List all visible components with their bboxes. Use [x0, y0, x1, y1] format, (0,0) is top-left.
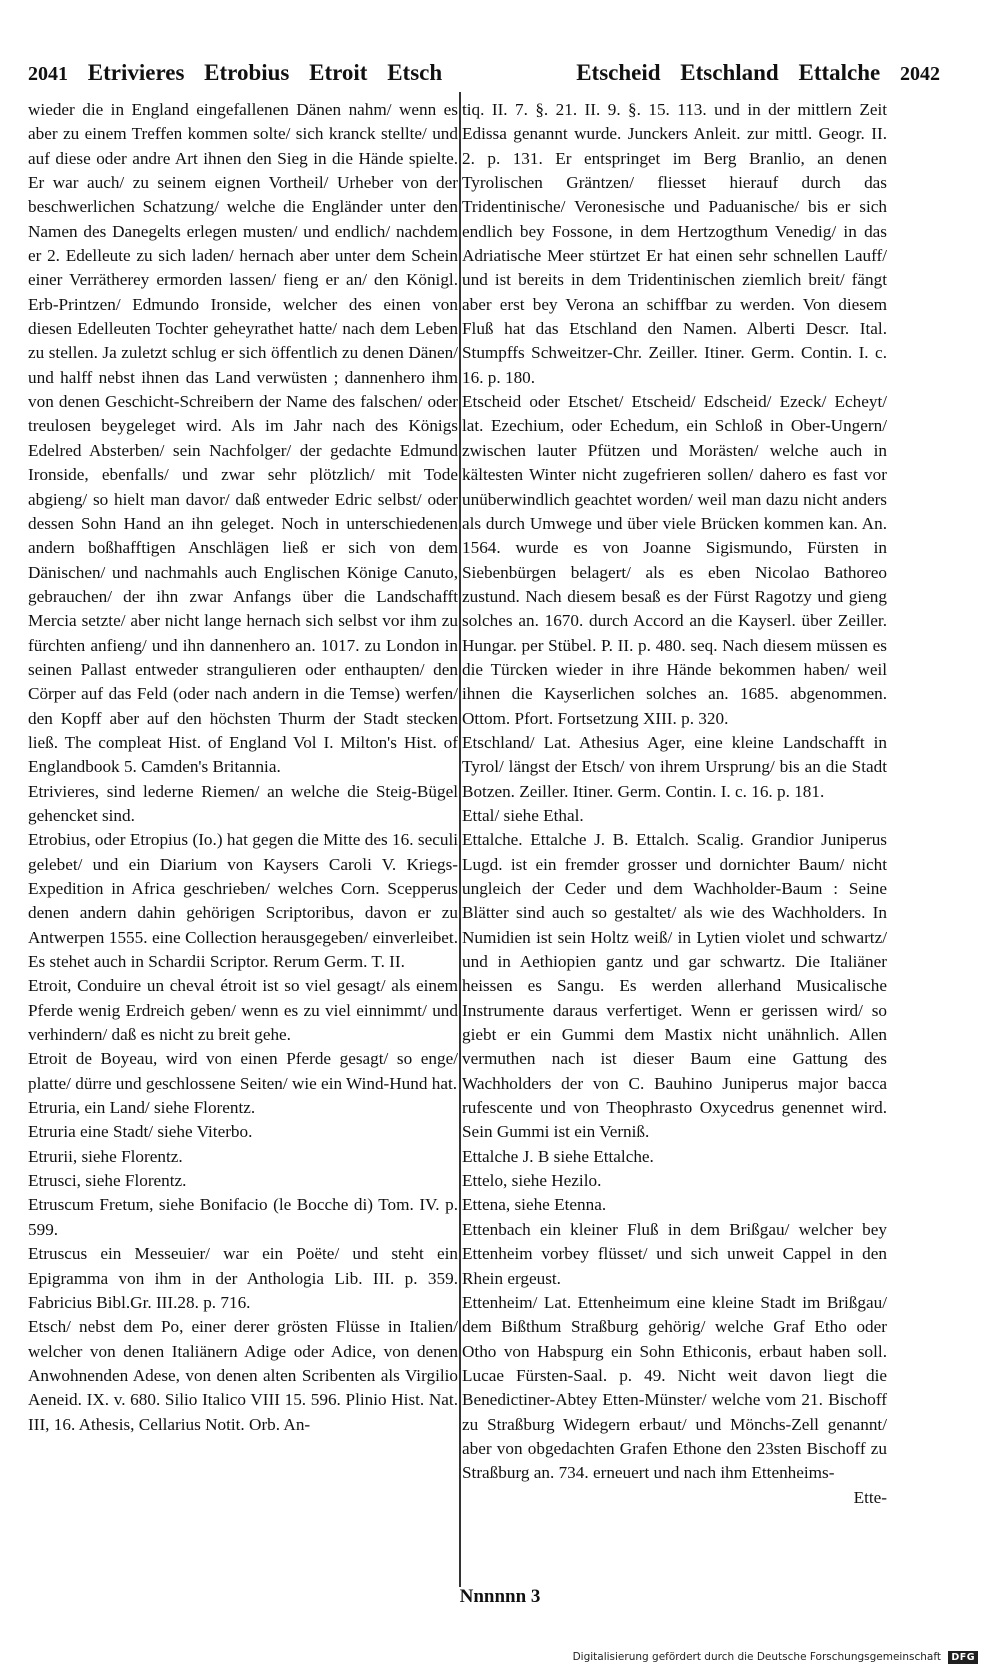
entry-paragraph: Etruscus ein Messeuier/ war ein Poëte/ und steht ein Epigramma von ihm in der Anthologia Lib. III. p. 359. Fabricius Bibl.Gr. III.28. p. 716.: [28, 1244, 458, 1312]
entry-paragraph: Ettenheim/ Lat. Ettenheimum eine kleine Stadt im Brißgau/ dem Bißthum Straßburg gehörig/ welche Graf Etho oder Otho von Habspurg ein Sohn Ethiconis, erbaut haben soll. Lucae Fürsten-Saal. p. 49. Nicht weit davon liegt die Benedictiner-Abtey Etten-Münster/ welche vom 21. Bischoff zu Straßburg Widegern erbaut/ und Mönchs-Zell genannt/ aber von obgedachten Grafen Ethone den 23sten Bischoff zu Straßburg an. 734. erneuert und nach ihm Ettenheims-: [462, 1292, 887, 1483]
header-keyword: Etroit: [309, 60, 368, 85]
entry-paragraph: Etschland/ Lat. Athesius Ager, eine kleine Landschafft in Tyrol/ längst der Etsch/ von ihrem Ursprung/ bis an die Stadt Botzen. Zeiller. Itiner. Germ. Contin. I. c. 16. p. 181.: [462, 732, 887, 801]
entry-paragraph: Etruria eine Stadt/ siehe Viterbo.: [28, 1122, 253, 1142]
entry-paragraph: Etruscum Fretum, siehe Bonifacio (le Bocche di) Tom. IV. p. 599.: [28, 1195, 458, 1239]
entry-paragraph: wieder die in England eingefallenen Dänen nahm/ wenn es aber zu einem Treffen kommen solte/ sich kranck stellte/ und auf diese oder andre Art ihnen den Sieg in die Hände spielte. Er war auch/ zu seinem eignen Vortheil/ Urheber von der beschwerlichen Schatzung/ welche die Engländer unter den Namen des Danegelts erlegen musten/ und endlich/ nachdem er 2. Edelleute zu sich laden/ hernach aber unter dem Schein einer Verrätherey ermorden lassen/ fieng er an/ den Königl. Erb-Printzen/ Edmundo Ironside, welcher des einen von diesen Edelleuten Tochter geheyrathet hatte/ nach dem Leben zu stellen. Ja zuletzt schlug er sich öffentlich zu denen Dänen/ und halff nebst ihnen das Land verwüsten ; dannenhero ihm von denen Geschicht-Schreibern der Name des falschen/ oder treulosen beygeleget wird. Als im Jahr nach des Königs Edelred Absterben/ sein Nachfolger/ der gedachte Edmund Ironside, ebenfalls/ und zwar sehr plötzlich/ mit Tode abgieng/ so hielt man davor/ daß entweder Edric selbst/ oder dessen Sohn Hand an ihn geleget. Noch in unterschiedenen andern boßhafftigen Anschlägen ließ er sich von dem Dänischen/ und nachmahls auch Englischen Könige Canuto, gebrauchen/ der ihn zwar Anfangs über die Landschafft Mercia setzte/ aber nicht lange hernach sich selbst vor ihm zu fürchten anfieng/ und ihn dannenhero an. 1017. zu London in seinen Pallast entweder strangulieren oder enthaupten/ den Cörper auf das Feld (oder nach andern in die Temse) werfen/ den Kopff aber auf den höchsten Thurm der Stadt stecken ließ. The compleat Hist. of England Vol I. Milton's Hist. of Englandbook 5. Camden's Britannia.: [28, 100, 458, 777]
entry-paragraph: Ettalche J. B siehe Ettalche.: [462, 1146, 654, 1166]
entry-paragraph: Ettelo, siehe Hezilo.: [462, 1171, 602, 1191]
signature-mark: Nnnnnn 3: [459, 1586, 541, 1607]
entry-paragraph: Etrivieres, sind lederne Riemen/ an welche die Steig-Bügel gehencket sind.: [28, 781, 458, 825]
right-page-number: 2042: [900, 63, 940, 85]
left-page-number: 2041: [28, 63, 68, 85]
entry-paragraph: Etruria, ein Land/ siehe Florentz.: [28, 1098, 256, 1118]
entry-paragraph: Ettal/ siehe Ethal.: [462, 805, 584, 825]
entry-paragraph: tiq. II. 7. §. 21. II. 9. §. 15. 113. und in der mittlern Zeit Edissa genannt wurde. Junckers Anleit. zur mittl. Geogr. II. 2. p. 131. Er entspringet im Berg Branlio, an denen Tyrolischen Gräntzen/ fliesset hierauf durch das Tridentinische/ Veronesische und Paduanische/ bis er sich endlich bey Fossone, in dem Hertzogthum Venedig/ in das Adriatische Meer stürtzet Er hat einen sehr schnellen Lauff/ und ist bereits in dem Tridentinischen ziemlich breit/ fängt aber erst bey Verona an schiffbar zu werden. Von diesem Fluß hat das Etschland den Namen. Alberti Descr. Ital. Stumpffs Schweitzer-Chr. Zeiller. Itiner. Germ. Contin. I. c. 16. p. 180.: [462, 100, 887, 387]
entry-paragraph: Ettena, siehe Etenna.: [462, 1195, 607, 1215]
entry-paragraph: Ettalche. Ettalche J. B. Ettalch. Scalig. Grandior Juniperus Lugd. ist ein fremder grosser und dornichter Baum/ nicht ungleich der Ceder und dem Wachholder-Baum : Seine Blätter sind auch so gestaltet/ als wie des Wachholders. In Numidien ist sein Holtz weiß/ in Lytien violet und schwartz/ und in Aethiopien gantz und gar schwartz. Die Italiäner heissen es Sangu. Es werden allerhand Musicalische Instrumente daraus verfertiget. Wenn er gerissen wird/ so giebt er ein Gummi dem Mastix nicht unähnlich. Allen vermuthen nach ist dieser Baum eine Gattung des Wachholders der von C. Bauhino Juniperus major bacca rufescente und von Theophrasto Oxycedrus genennet wird. Sein Gummi ist ein Verniß.: [462, 830, 887, 1142]
catchword: Ette-: [853, 1487, 887, 1507]
header-left: [28, 56, 456, 91]
right-column: [462, 98, 887, 1578]
header-keyword: Etrobius: [204, 60, 290, 85]
entry-paragraph: Etrobius, oder Etropius (Io.) hat gegen die Mitte des 16. seculi gelebet/ und ein Diarium von Kaysers Caroli V. Kriegs-Expedition in Africa geschrieben/ welches Corn. Scepperus denen andern dahin gehörigen Scriptoribus, davon er zu Antwerpen 1555. eine Collection herausgegeben/ einverleibet. Es stehet auch in Schardii Scriptor. Rerum Germ. T. II.: [28, 830, 458, 972]
entry-paragraph: Etroit de Boyeau, wird von einen Pferde gesagt/ so enge/ platte/ dürre und geschlossene Seiten/ wie ein Wind-Hund hat.: [28, 1049, 458, 1093]
entry-paragraph: Etrusci, siehe Florentz.: [28, 1171, 187, 1191]
footer-credit: [573, 1651, 978, 1667]
header-keyword: Etschland: [680, 60, 779, 85]
page-header: [28, 56, 940, 90]
column-divider: [459, 92, 461, 1587]
header-keyword: Etrivieres: [87, 60, 185, 85]
entry-paragraph: Etroit, Conduire un cheval étroit ist so viel gesagt/ als einem Pferde wenig Erdreich geben/ wenn es zu viel einnimmt/ und verhindern/ daß es nicht zu breit gehe.: [28, 976, 458, 1045]
credit-text: Digitalisierung gefördert durch die Deutsche Forschungsgemeinschaft: [572, 1651, 941, 1663]
header-right: [562, 56, 940, 91]
left-column: [28, 98, 458, 1578]
entry-paragraph: Etsch/ nebst dem Po, einer derer grösten Flüsse in Italien/ welcher von denen Italiänern Adige oder Adice, von denen Anwohnenden Adese, von denen alten Scribenten als Virgilio Aeneid. IX. v. 680. Silio Italico VIII 15. 596. Plinio Hist. Nat. III, 16. Athesis, Cellarius Notit. Orb. An-: [28, 1317, 458, 1434]
header-keyword: Ettalche: [798, 60, 881, 85]
entry-paragraph: Etscheid oder Etschet/ Etscheid/ Edscheid/ Ezeck/ Echeyt/ lat. Ezechium, oder Echedum, ein Schloß in Ober-Ungern/ zwischen lauter Pfützen und Morästen/ welche auch in kältesten Winter nicht zugefrieren sollen/ dahero es fast vor unüberwindlich geachtet worden/ weil man dazu nicht anders als durch Umwege und über viele Brücken kommen kan. An. 1564. wurde es von Joanne Sigismundo, Fürsten in Siebenbürgen belagert/ als es eben Nicolao Bathoreo zustund. Nach diesem besaß es der Fürst Ragotzy und gieng solches an. 1670. durch Accord an die Kayserl. über Zeiller. Hungar. per Stübel. P. II. p. 480. seq. Nach diesem müssen es die Türcken wieder in ihre Hände bekommen haben/ weil ihnen die Kayserlichen solches an. 1685. abgenommen. Ottom. Pfort. Fortsetzung XIII. p. 320.: [462, 392, 887, 728]
entry-paragraph: Ettenbach ein kleiner Fluß in dem Brißgau/ welcher bey Ettenheim vorbey flüsset/ und sich unweit Cappel in den Rhein ergeust.: [462, 1219, 887, 1288]
entry-paragraph: Etrurii, siehe Florentz.: [28, 1146, 183, 1166]
dfg-logo: DFG: [948, 1651, 978, 1664]
header-keyword: Etscheid: [576, 60, 661, 85]
header-keyword: Etsch: [387, 60, 443, 85]
